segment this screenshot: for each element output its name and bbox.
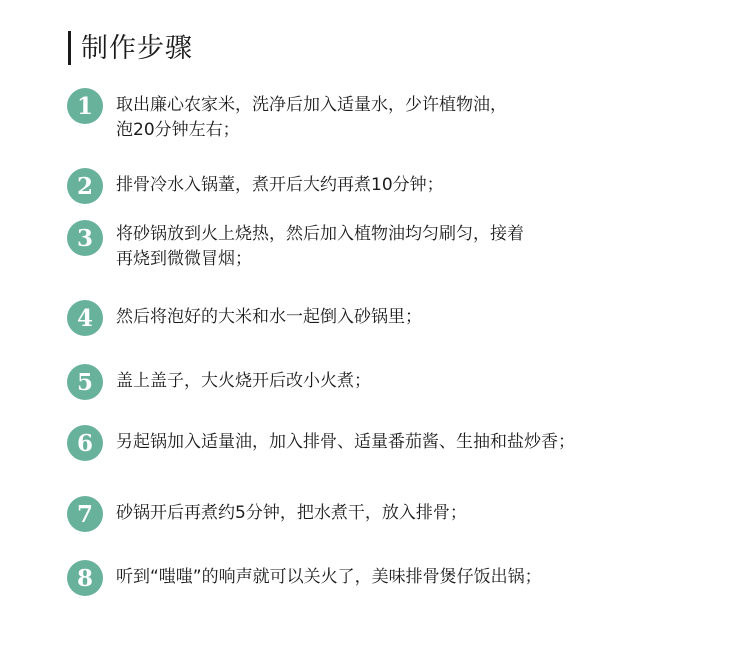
step-text: 听到“嗤嗤”的响声就可以关火了，美味排骨煲仔饭出锅； <box>116 567 542 587</box>
step-5 <box>67 364 676 400</box>
step-text: 然后将泡好的大米和水一起倒入砂锅里； <box>116 307 422 327</box>
step-number-badge: 4 <box>67 300 103 336</box>
step-number-badge: 3 <box>67 220 103 256</box>
step-number-badge: 7 <box>67 496 103 532</box>
section-header <box>68 28 193 68</box>
step-text: 将砂锅放到火上烧热，然后加入植物油均匀刷匀，接着 再烧到微微冒烟； <box>116 224 524 269</box>
step-number-badge: 2 <box>67 168 103 204</box>
step-text: 排骨冷水入锅蕫，煮开后大约再煮10分钟； <box>116 175 444 195</box>
step-8 <box>67 560 676 596</box>
step-number-badge: 5 <box>67 364 103 400</box>
step-text: 砂锅开后再煮约5分钟，把水煮干，放入排骨； <box>116 503 467 523</box>
step-3 <box>67 220 676 272</box>
step-6 <box>67 425 676 461</box>
step-1 <box>67 88 676 143</box>
step-text: 另起锅加入适量油，加入排骨、适量番茄酱、生抽和盐炒香； <box>116 432 575 452</box>
step-2 <box>67 168 676 204</box>
step-text: 盖上盖子，大火烧开后改小火煮； <box>116 371 371 391</box>
step-4 <box>67 300 676 336</box>
step-7 <box>67 496 676 532</box>
page-title: 制作步骤 <box>81 32 193 64</box>
step-text: 取出廉心农家米，洗净后加入适量水，少许植物油， 泡20分钟左右； <box>116 95 507 140</box>
step-number-badge: 6 <box>67 425 103 461</box>
step-number-badge: 8 <box>67 560 103 596</box>
header-accent-bar <box>68 31 71 65</box>
step-number-badge: 1 <box>67 88 103 124</box>
